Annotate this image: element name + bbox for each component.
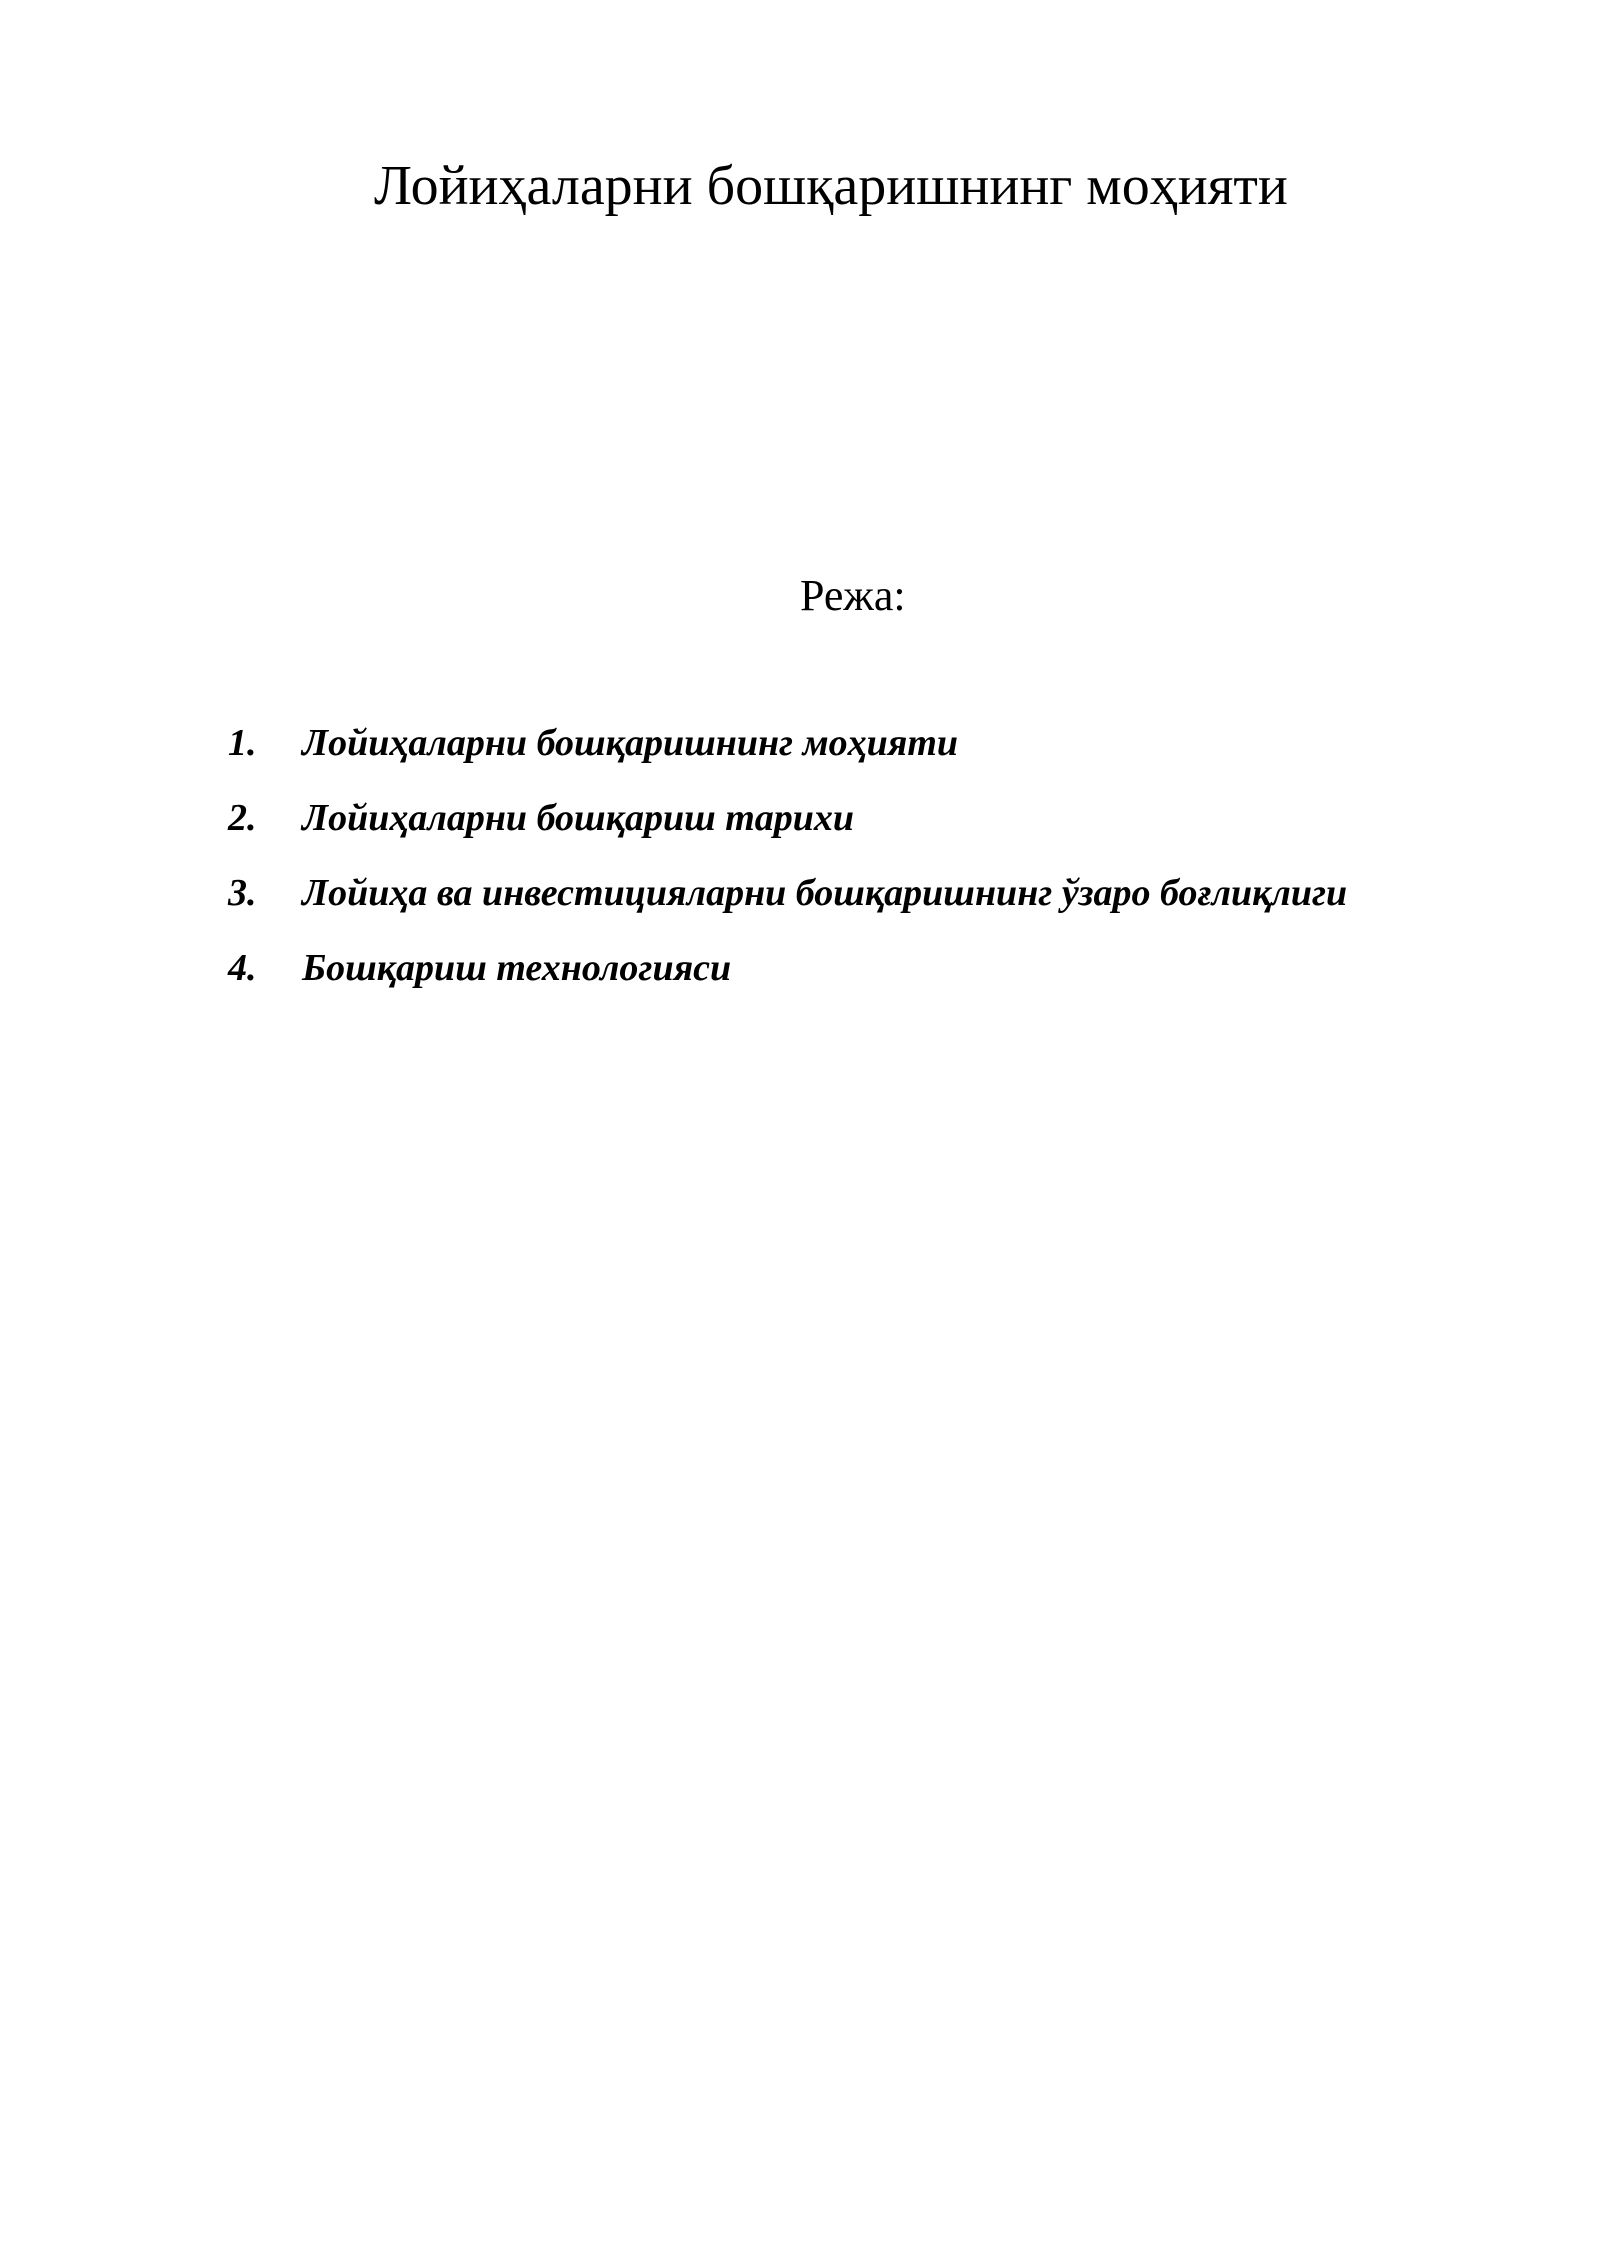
plan-item-text: Лойиҳа ва инвестицияларни бошқаришнинг ўзаро боғлиқлиги [302,872,1348,914]
plan-item-text: Лойиҳаларни бошқаришнинг моҳияти [302,722,959,764]
plan-item [228,931,1368,1006]
plan-item [228,706,1368,781]
plan-item-number: 4. [228,947,257,989]
plan-heading: Режа: [800,571,906,620]
plan-item-number: 1. [228,722,257,764]
document-title: Лойиҳаларни бошқаришнинг моҳияти [374,155,1288,217]
plan-list [228,706,1368,1006]
plan-item [228,781,1368,856]
plan-item-text: Бошқариш технологияси [302,947,732,989]
plan-item-number: 3. [228,872,257,914]
plan-item [228,856,1368,931]
plan-item-text: Лойиҳаларни бошқариш тарихи [302,797,855,839]
plan-item-number: 2. [228,797,257,839]
